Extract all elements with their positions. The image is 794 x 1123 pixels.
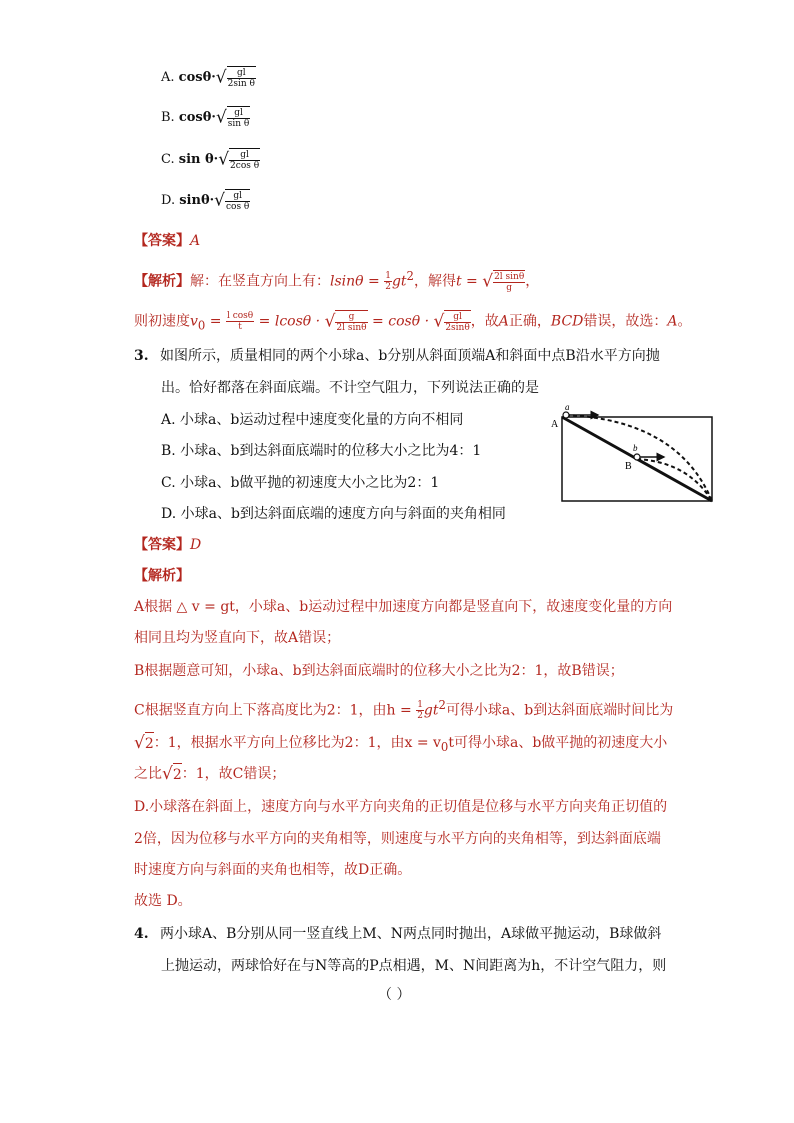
analysis-text: 错误，故选： bbox=[583, 313, 668, 330]
question-stem: 出。恰好都落在斜面底端。不计空气阻力，下列说法正确的是 bbox=[161, 380, 539, 396]
superscript: 2 bbox=[406, 269, 414, 283]
math-text: gt bbox=[391, 273, 407, 290]
q3-exp-b: B根据题意可知，小球a、b到达斜面底端时的位移大小之比为2：1，故B错误； bbox=[134, 663, 624, 679]
incline-projectile-diagram bbox=[548, 400, 718, 510]
q3-exp-d-line-1: D.小球落在斜面上，速度方向与水平方向夹角的正切值是位移与水平方向夹角正切值的 bbox=[134, 799, 668, 815]
q3-exp-c-line-3 bbox=[134, 763, 285, 785]
sqrt-expr: √ $\frac{g}{\text{2l sinθ}}$ bbox=[324, 311, 367, 333]
question-stem: 两小球A、B分别从同一竖直线上M、N两点同时抛出，A球做平抛运动，B球做斜 bbox=[160, 926, 662, 942]
q2-option-c bbox=[161, 148, 260, 171]
fraction: $\frac{1}{2}$ bbox=[385, 271, 391, 293]
option-label: B. bbox=[161, 110, 175, 125]
math-text: v bbox=[190, 313, 198, 330]
q3-option-d: D. 小球a、b到达斜面底端的速度方向与斜面的夹角相同 bbox=[161, 506, 506, 522]
question-stem: 如图所示，质量相同的两个小球a、b分别从斜面顶端A和斜面中点B沿水平方向抛 bbox=[160, 348, 660, 364]
label-B: B bbox=[625, 461, 632, 472]
sqrt-expr: √2 bbox=[134, 733, 154, 753]
fraction: $\frac{1}{2}$ bbox=[417, 700, 423, 722]
math-text: BCD bbox=[550, 313, 584, 330]
q2-option-b bbox=[161, 106, 250, 129]
q2-option-d bbox=[161, 189, 250, 212]
analysis-text: ，故 bbox=[470, 313, 499, 330]
analysis-text: 可得小球a、b到达斜面底端时间比为 bbox=[445, 702, 674, 719]
label-a: a bbox=[565, 402, 570, 412]
answer-value: D bbox=[190, 537, 202, 553]
analysis-text: C根据竖直方向上下落高度比为2：1，由h = bbox=[134, 702, 417, 719]
q3-exp-c-line-2 bbox=[134, 732, 667, 757]
q3-analysis-tag bbox=[134, 566, 190, 586]
fraction: $\frac{\text{l cosθ}}{t}$ bbox=[226, 311, 254, 332]
sqrt-expr: √ $\frac{gl}{\text{2sin θ}}$ bbox=[215, 67, 255, 89]
subscript: 0 bbox=[440, 739, 449, 754]
sqrt-expr: √2 bbox=[162, 764, 182, 784]
option-label: C. bbox=[161, 152, 175, 167]
q2-option-a bbox=[161, 66, 256, 89]
answer-tag: 【答案】 bbox=[134, 537, 190, 553]
q4-stem-line-2 bbox=[161, 956, 666, 976]
q4-answer-blank: （ ） bbox=[378, 987, 411, 1003]
option-label: D. bbox=[161, 193, 176, 208]
math-text: = bbox=[205, 313, 226, 330]
analysis-text: ：1，故C错误； bbox=[181, 766, 286, 782]
analysis-tag: 【解析】 bbox=[134, 568, 190, 584]
ball-a bbox=[563, 412, 569, 418]
option-expr: sinθ· bbox=[179, 193, 215, 208]
q4-stem-line-1 bbox=[134, 924, 661, 944]
option-expr: sin θ· bbox=[178, 152, 219, 167]
question-number: 3. bbox=[134, 348, 149, 364]
sqrt-expr: √ $\frac{\text{2l sinθ}}{g}$ bbox=[482, 271, 525, 294]
analysis-text: 正确， bbox=[508, 313, 551, 330]
analysis-text: ，解得 bbox=[413, 273, 456, 290]
q2-analysis-line-2 bbox=[134, 310, 692, 335]
math-text: t = bbox=[455, 273, 483, 290]
q2-analysis-line-1 bbox=[134, 266, 539, 293]
ball-b bbox=[634, 454, 640, 460]
q3-stem-line-2 bbox=[161, 378, 539, 398]
math-text: = lcosθ · bbox=[254, 313, 325, 330]
math-text: A bbox=[667, 313, 678, 330]
q3-exp-c-line-1 bbox=[134, 695, 673, 721]
q3-option-c: C. 小球a、b做平抛的初速度大小之比为2：1 bbox=[161, 475, 440, 491]
q3-exp-a-line-1: A根据 △ v = gt，小球a、b运动过程中加速度方向都是竖直向下，故速度变化量的方向 bbox=[134, 599, 673, 615]
q3-exp-d-line-3: 时速度方向与斜面的夹角也相等，故D正确。 bbox=[134, 862, 412, 878]
answer-value: A bbox=[190, 233, 201, 249]
q3-option-b: B. 小球a、b到达斜面底端时的位移大小之比为4：1 bbox=[161, 443, 482, 459]
option-label: A. bbox=[161, 70, 175, 85]
q3-conclusion: 故选 D。 bbox=[134, 893, 192, 909]
q3-exp-a-line-2: 相同且均为竖直向下，故A错误； bbox=[134, 630, 341, 646]
math-text: gt bbox=[423, 702, 439, 719]
analysis-text: 则初速度 bbox=[134, 313, 190, 330]
analysis-text: t可得小球a、b做平抛的初速度大小 bbox=[448, 735, 668, 751]
math-text: A bbox=[498, 313, 509, 330]
answer-tag: 【答案】 bbox=[134, 233, 190, 249]
q3-answer bbox=[134, 535, 201, 555]
q3-stem-line-1 bbox=[134, 346, 660, 366]
sqrt-expr: √ $\frac{gl}{\text{sin θ}}$ bbox=[215, 107, 250, 129]
subscript: 0 bbox=[197, 318, 206, 333]
label-b: b bbox=[633, 443, 638, 453]
question-number: 4. bbox=[134, 926, 149, 942]
analysis-tag: 【解析】 bbox=[134, 273, 190, 290]
analysis-text: 之比 bbox=[134, 766, 162, 782]
superscript: 2 bbox=[438, 698, 446, 712]
analysis-text: 解：在竖直方向上有： bbox=[190, 273, 330, 290]
q2-answer bbox=[134, 231, 200, 251]
analysis-text: ：1，根据水平方向上位移比为2：1，由x = v bbox=[153, 735, 441, 751]
analysis-text: ， bbox=[525, 273, 540, 290]
option-expr: cosθ· bbox=[178, 70, 216, 85]
sqrt-expr: √ $\frac{gl}{2\sin\theta}$ bbox=[433, 311, 470, 333]
option-expr: cosθ· bbox=[178, 110, 216, 125]
label-A: A bbox=[551, 419, 559, 430]
math-text: lsinθ = bbox=[330, 273, 385, 290]
sqrt-expr: √ $\frac{gl}{\text{2cos θ}}$ bbox=[218, 149, 260, 171]
q3-exp-d-line-2: 2倍，因为位移与水平方向的夹角相等，则速度与水平方向的夹角相等，到达斜面底端 bbox=[134, 831, 661, 847]
sqrt-expr: √ $\frac{gl}{\text{cos θ}}$ bbox=[214, 190, 250, 212]
math-text: = cosθ · bbox=[367, 313, 434, 330]
analysis-text: 。 bbox=[677, 313, 692, 330]
question-stem: 上抛运动，两球恰好在与N等高的P点相遇，M、N间距离为h，不计空气阻力，则 bbox=[161, 958, 667, 974]
q3-option-a: A. 小球a、b运动过程中速度变化量的方向不相同 bbox=[161, 412, 464, 428]
